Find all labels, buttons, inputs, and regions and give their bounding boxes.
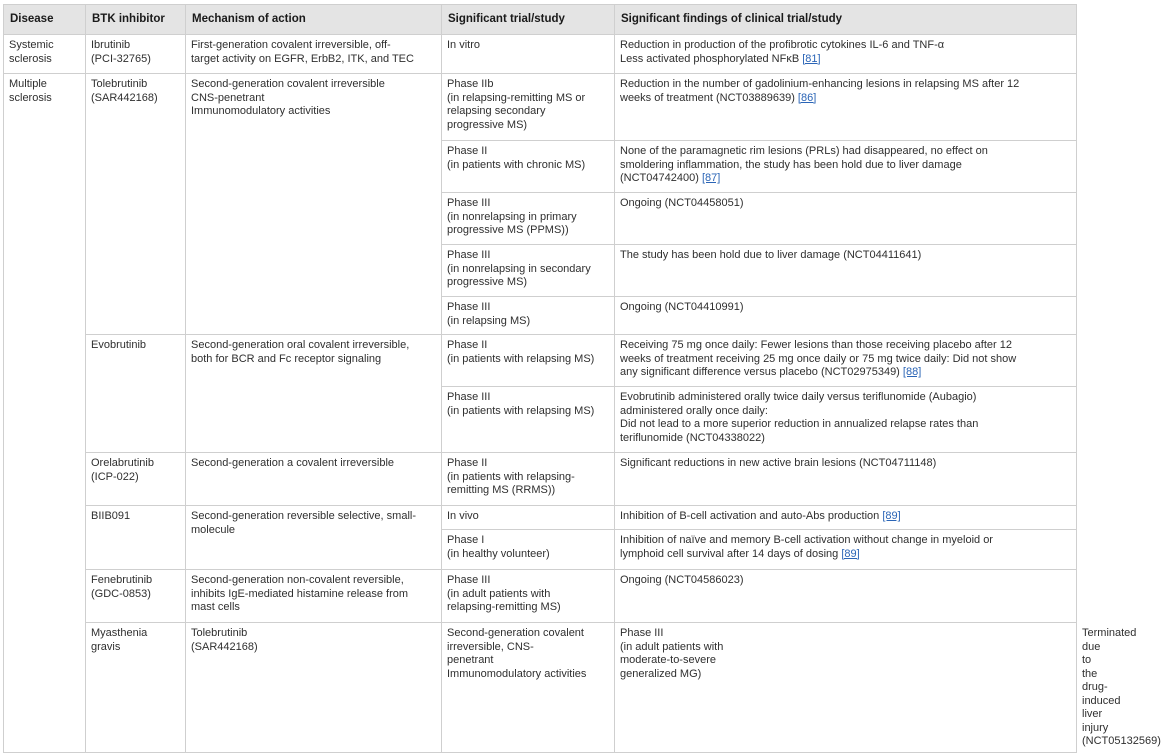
inhibitor-cell: BIIB091 bbox=[86, 506, 186, 570]
header-findings: Significant findings of clinical trial/study bbox=[615, 5, 1077, 35]
reference-link[interactable]: [89] bbox=[841, 547, 860, 560]
finding-cell: Significant reductions in new active brain lesions (NCT04711148) bbox=[615, 453, 1077, 506]
finding-cell: Ongoing (NCT04586023) bbox=[615, 570, 1077, 623]
finding-cell: Ongoing (NCT04458051) bbox=[615, 193, 1077, 245]
finding-text: Reduction in the number of gadolinium-enhancing lesions in relapsing MS after 12 weeks of treatment (NCT03889639) bbox=[620, 78, 1020, 104]
inhibitor-cell: Tolebrutinib (SAR442168) bbox=[86, 74, 186, 335]
finding-text: None of the paramagnetic rim lesions (PRLs) had disappeared, no effect on smoldering inflammation, the study has been hold due to liver damage (NCT04742400) bbox=[620, 145, 988, 184]
inhibitor-cell: Fenebrutinib (GDC-0853) bbox=[86, 570, 186, 623]
finding-text: Inhibition of B-cell activation and auto-Abs production bbox=[620, 510, 883, 522]
disease-cell: Multiple sclerosis bbox=[4, 74, 86, 753]
finding-cell bbox=[615, 35, 1077, 74]
header-disease: Disease bbox=[4, 5, 86, 35]
trial-cell: Phase IIb (in relapsing-remitting MS or relapsing secondary progressive MS) bbox=[442, 74, 615, 141]
trial-cell: Phase III (in nonrelapsing in secondary progressive MS) bbox=[442, 245, 615, 297]
finding-cell bbox=[615, 74, 1077, 141]
header-trial: Significant trial/study bbox=[442, 5, 615, 35]
header-inhibitor: BTK inhibitor bbox=[86, 5, 186, 35]
finding-cell: The study has been hold due to liver damage (NCT04411641) bbox=[615, 245, 1077, 297]
finding-cell bbox=[615, 141, 1077, 193]
reference-link[interactable]: [81] bbox=[802, 52, 821, 65]
trial-cell: Phase I (in healthy volunteer) bbox=[442, 530, 615, 570]
trial-cell: In vitro bbox=[442, 35, 615, 74]
trial-cell: Phase III (in adult patients with moderate-to-severe generalized MG) bbox=[615, 623, 1077, 753]
disease-cell: Systemic sclerosis bbox=[4, 35, 86, 74]
finding-text: Reduction in production of the profibrotic cytokines IL-6 and TNF-α Less activated phosphorylated NFκB bbox=[620, 39, 945, 65]
table-row bbox=[4, 74, 1077, 141]
reference-link[interactable]: [89] bbox=[882, 510, 901, 522]
trial-cell: Phase III (in adult patients with relapsing-remitting MS) bbox=[442, 570, 615, 623]
inhibitor-cell: Ibrutinib (PCI-32765) bbox=[86, 35, 186, 74]
table-row bbox=[4, 35, 1077, 74]
table-row: Myasthenia gravis Tolebrutinib (SAR442168) Second-generation covalent irreversible, CNS- penetrant Immunomodulatory activities Phase III (in adult patients with moderate-to-severe generalized MG) Terminated due to the drug-induced liver injury (NCT05132569) bbox=[4, 623, 1077, 753]
finding-text: Receiving 75 mg once daily: Fewer lesions than those receiving placebo after 12 weeks of treatment receiving 25 mg once daily or 75 mg twice daily: Did not show any significant difference versus placebo (NCT02975349) bbox=[620, 339, 1017, 378]
mechanism-cell: Second-generation reversible selective, small- molecule bbox=[186, 506, 442, 570]
table-row bbox=[4, 570, 1077, 623]
table-row bbox=[4, 506, 1077, 530]
finding-cell bbox=[615, 335, 1077, 387]
btk-inhibitor-table bbox=[3, 4, 1161, 753]
finding-cell: Ongoing (NCT04410991) bbox=[615, 297, 1077, 335]
reference-link[interactable]: [86] bbox=[797, 91, 817, 104]
inhibitor-cell: Evobrutinib bbox=[86, 335, 186, 453]
finding-text: Inhibition of naïve and memory B-cell activation without change in myeloid or lymphoid cell survival after 14 days of dosing bbox=[620, 534, 993, 560]
trial-cell: Phase III (in nonrelapsing in primary progressive MS (PPMS)) bbox=[442, 193, 615, 245]
trial-cell: Phase III (in patients with relapsing MS) bbox=[442, 387, 615, 453]
table-container bbox=[3, 4, 1161, 753]
finding-cell bbox=[615, 506, 1077, 530]
trial-cell: Phase II (in patients with relapsing- remitting MS (RRMS)) bbox=[442, 453, 615, 506]
table-row bbox=[4, 453, 1077, 506]
trial-cell: In vivo bbox=[442, 506, 615, 530]
mechanism-cell: Second-generation non-covalent reversible, inhibits IgE-mediated histamine release from mast cells bbox=[186, 570, 442, 623]
mechanism-cell: Second-generation a covalent irreversible bbox=[186, 453, 442, 506]
trial-cell: Phase II (in patients with relapsing MS) bbox=[442, 335, 615, 387]
mechanism-cell: Second-generation covalent irreversible CNS-penetrant Immunomodulatory activities bbox=[186, 74, 442, 335]
disease-cell: Myasthenia gravis bbox=[86, 623, 186, 753]
mechanism-cell: Second-generation oral covalent irreversible, both for BCR and Fc receptor signaling bbox=[186, 335, 442, 453]
trial-cell: Phase II (in patients with chronic MS) bbox=[442, 141, 615, 193]
inhibitor-cell: Orelabrutinib (ICP-022) bbox=[86, 453, 186, 506]
header-row bbox=[4, 5, 1077, 35]
table-row bbox=[4, 335, 1077, 387]
finding-cell: Evobrutinib administered orally twice daily versus teriflunomide (Aubagio) administered orally once daily: Did not lead to a more superior reduction in annualized relapse rates than teriflunomide (NCT04338022) bbox=[615, 387, 1077, 453]
inhibitor-cell: Tolebrutinib (SAR442168) bbox=[186, 623, 442, 753]
mechanism-cell: Second-generation covalent irreversible, CNS- penetrant Immunomodulatory activities bbox=[442, 623, 615, 753]
header-mechanism: Mechanism of action bbox=[186, 5, 442, 35]
trial-cell: Phase III (in relapsing MS) bbox=[442, 297, 615, 335]
finding-cell bbox=[615, 530, 1077, 570]
reference-link[interactable]: [87] bbox=[701, 172, 721, 184]
mechanism-cell: First-generation covalent irreversible, off- target activity on EGFR, ErbB2, ITK, and TEC bbox=[186, 35, 442, 74]
reference-link[interactable]: [88] bbox=[902, 366, 922, 378]
